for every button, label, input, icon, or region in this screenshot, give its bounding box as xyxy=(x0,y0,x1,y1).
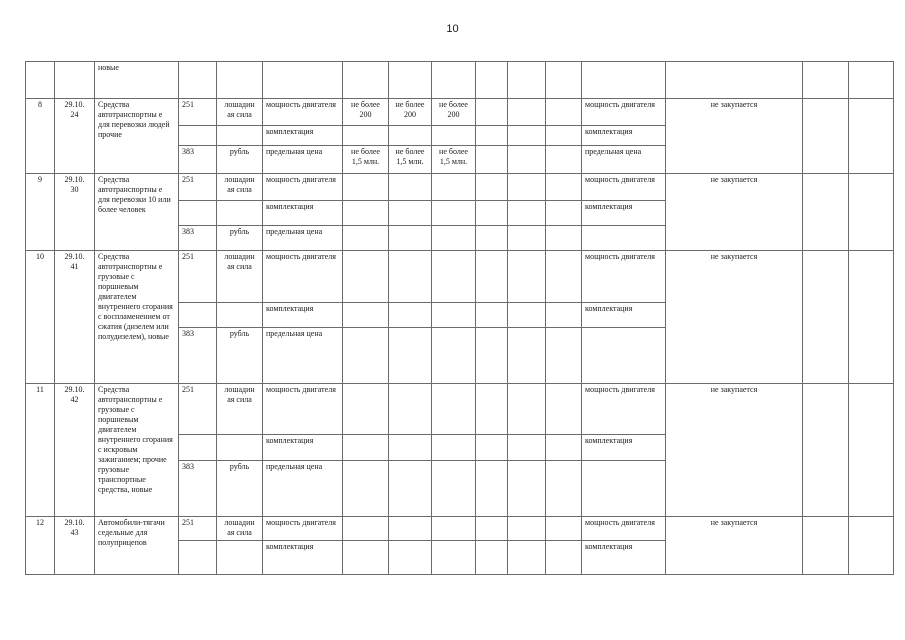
cell-empty xyxy=(508,541,546,575)
cell-unit-code: 383 xyxy=(179,461,217,517)
cell-code: 29.10. 41 xyxy=(55,251,95,384)
cell-empty xyxy=(508,435,546,461)
cell-characteristic-2: комплектация xyxy=(582,303,666,328)
cell-value-3 xyxy=(432,435,476,461)
cell-characteristic: комплектация xyxy=(263,303,343,328)
cell-unit-code: 383 xyxy=(179,226,217,251)
cell-empty xyxy=(476,435,508,461)
cell-code: 29.10. 30 xyxy=(55,174,95,251)
cell-value-2 xyxy=(389,517,432,541)
cell-unit: лошадин ая сила xyxy=(217,517,263,541)
cell-note: не закупается xyxy=(666,517,803,575)
cell-empty xyxy=(508,461,546,517)
cell-value-1 xyxy=(343,541,389,575)
cell-value-1 xyxy=(343,435,389,461)
cell-unit: лошадин ая сила xyxy=(217,174,263,201)
cell-empty xyxy=(476,251,508,303)
cell-characteristic-2: комплектация xyxy=(582,541,666,575)
cell-empty xyxy=(476,201,508,226)
cell-empty xyxy=(476,226,508,251)
cell-unit: лошадин ая сила xyxy=(217,251,263,303)
cell-value-3 xyxy=(432,126,476,146)
cell-value-3 xyxy=(432,201,476,226)
cell-unit-code: 251 xyxy=(179,517,217,541)
cell-empty xyxy=(508,251,546,303)
cell-empty xyxy=(508,62,546,99)
cell-unit: рубль xyxy=(217,461,263,517)
cell-name: Автомобили-тягачи седельные для полуприцепов xyxy=(95,517,179,575)
table-row xyxy=(26,517,894,541)
cell-empty xyxy=(803,99,849,174)
table-row xyxy=(26,174,894,201)
cell-value-3 xyxy=(432,251,476,303)
cell-unit: рубль xyxy=(217,328,263,384)
procurement-table xyxy=(25,61,894,575)
cell-empty xyxy=(476,174,508,201)
cell-empty xyxy=(546,99,582,126)
cell-empty xyxy=(476,541,508,575)
cell-value-3 xyxy=(432,303,476,328)
cell-characteristic-2: мощность двигателя xyxy=(582,251,666,303)
cell-characteristic: предельная цена xyxy=(263,461,343,517)
table-body xyxy=(26,62,894,575)
cell-value-2: не более 200 xyxy=(389,99,432,126)
cell-unit: лошадин ая сила xyxy=(217,384,263,435)
cell-empty xyxy=(476,146,508,174)
cell-value-2 xyxy=(389,226,432,251)
cell-value-1: не более 1,5 млн. xyxy=(343,146,389,174)
cell-value-1 xyxy=(343,126,389,146)
cell-num: 9 xyxy=(26,174,55,251)
cell-value-3 xyxy=(432,384,476,435)
cell-characteristic: комплектация xyxy=(263,201,343,226)
cell-num: 8 xyxy=(26,99,55,174)
cell-value-2 xyxy=(389,126,432,146)
page-number: 10 xyxy=(446,23,459,35)
cell-value-2: не более 1,5 млн. xyxy=(389,146,432,174)
cell-value-3 xyxy=(432,328,476,384)
cell-empty xyxy=(546,435,582,461)
cell-characteristic: мощность двигателя xyxy=(263,174,343,201)
cell-value-1 xyxy=(343,226,389,251)
cell-empty xyxy=(476,384,508,435)
cell-empty xyxy=(849,174,894,251)
cell-empty xyxy=(217,62,263,99)
cell-empty xyxy=(546,174,582,201)
cell-unit-code: 251 xyxy=(179,174,217,201)
cell-name: новые xyxy=(95,62,179,99)
cell-unit-code xyxy=(179,126,217,146)
cell-characteristic-2: комплектация xyxy=(582,201,666,226)
cell-empty xyxy=(263,62,343,99)
cell-characteristic-2: комплектация xyxy=(582,435,666,461)
cell-characteristic: предельная цена xyxy=(263,146,343,174)
cell-unit-code: 383 xyxy=(179,328,217,384)
cell-empty xyxy=(508,303,546,328)
cell-characteristic-2: мощность двигателя xyxy=(582,517,666,541)
cell-characteristic: мощность двигателя xyxy=(263,384,343,435)
cell-empty xyxy=(546,541,582,575)
cell-empty xyxy=(476,517,508,541)
cell-unit: рубль xyxy=(217,226,263,251)
cell-empty xyxy=(432,62,476,99)
cell-num: 10 xyxy=(26,251,55,384)
cell-empty xyxy=(849,251,894,384)
cell-num: 11 xyxy=(26,384,55,517)
cell-value-3 xyxy=(432,517,476,541)
cell-value-1 xyxy=(343,461,389,517)
cell-code: 29.10. 42 xyxy=(55,384,95,517)
cell-value-2 xyxy=(389,328,432,384)
cell-empty xyxy=(343,62,389,99)
cell-code xyxy=(55,62,95,99)
cell-unit-code xyxy=(179,201,217,226)
cell-empty xyxy=(803,174,849,251)
cell-empty xyxy=(508,146,546,174)
cell-characteristic: мощность двигателя xyxy=(263,251,343,303)
cell-empty xyxy=(546,328,582,384)
cell-empty xyxy=(546,303,582,328)
cell-empty xyxy=(546,517,582,541)
cell-value-2 xyxy=(389,303,432,328)
cell-unit-code: 383 xyxy=(179,146,217,174)
cell-empty xyxy=(546,251,582,303)
cell-note: не закупается xyxy=(666,174,803,251)
table-row xyxy=(26,251,894,303)
cell-value-3: не более 1,5 млн. xyxy=(432,146,476,174)
cell-name: Средства автотранспортны е для перевозки людей прочие xyxy=(95,99,179,174)
cell-characteristic-2: предельная цена xyxy=(582,146,666,174)
cell-empty xyxy=(508,174,546,201)
cell-empty xyxy=(508,517,546,541)
cell-empty xyxy=(546,461,582,517)
cell-unit xyxy=(217,201,263,226)
cell-empty xyxy=(546,201,582,226)
cell-note: не закупается xyxy=(666,251,803,384)
cell-name: Средства автотранспортны е грузовые с поршневым двигателем внутреннего сгорания с воспламенением от сжатия (дизелем или полудизелем), новые xyxy=(95,251,179,384)
cell-empty xyxy=(546,384,582,435)
cell-empty xyxy=(546,126,582,146)
cell-empty xyxy=(508,201,546,226)
cell-empty xyxy=(546,226,582,251)
cell-characteristic: мощность двигателя xyxy=(263,99,343,126)
cell-note: не закупается xyxy=(666,384,803,517)
cell-characteristic-2: мощность двигателя xyxy=(582,174,666,201)
cell-value-2 xyxy=(389,541,432,575)
table-row xyxy=(26,62,894,99)
cell-characteristic-2 xyxy=(582,328,666,384)
cell-unit: рубль xyxy=(217,146,263,174)
cell-unit xyxy=(217,303,263,328)
cell-value-3: не более 200 xyxy=(432,99,476,126)
cell-empty xyxy=(803,384,849,517)
cell-characteristic-2: мощность двигателя xyxy=(582,384,666,435)
cell-value-1 xyxy=(343,174,389,201)
cell-characteristic: мощность двигателя xyxy=(263,517,343,541)
cell-empty xyxy=(476,303,508,328)
cell-characteristic-2: мощность двигателя xyxy=(582,99,666,126)
cell-empty xyxy=(849,62,894,99)
cell-characteristic-2: комплектация xyxy=(582,126,666,146)
cell-unit-code: 251 xyxy=(179,384,217,435)
cell-empty xyxy=(508,126,546,146)
cell-value-3 xyxy=(432,461,476,517)
cell-value-2 xyxy=(389,251,432,303)
cell-empty xyxy=(803,62,849,99)
cell-empty xyxy=(476,126,508,146)
table-row xyxy=(26,384,894,435)
cell-value-2 xyxy=(389,461,432,517)
cell-empty xyxy=(546,62,582,99)
cell-value-2 xyxy=(389,174,432,201)
cell-value-3 xyxy=(432,541,476,575)
cell-code: 29.10. 24 xyxy=(55,99,95,174)
cell-empty xyxy=(476,461,508,517)
cell-characteristic-2 xyxy=(582,226,666,251)
cell-code: 29.10. 43 xyxy=(55,517,95,575)
cell-unit-code xyxy=(179,435,217,461)
cell-unit: лошадин ая сила xyxy=(217,99,263,126)
cell-unit xyxy=(217,435,263,461)
cell-unit-code: 251 xyxy=(179,99,217,126)
cell-unit xyxy=(217,541,263,575)
cell-empty xyxy=(476,328,508,384)
cell-empty xyxy=(803,517,849,575)
cell-empty xyxy=(803,251,849,384)
cell-characteristic: комплектация xyxy=(263,435,343,461)
cell-empty xyxy=(546,146,582,174)
cell-characteristic-2 xyxy=(582,461,666,517)
cell-value-1 xyxy=(343,384,389,435)
cell-empty xyxy=(508,226,546,251)
cell-value-1 xyxy=(343,303,389,328)
cell-characteristic: комплектация xyxy=(263,126,343,146)
cell-unit-code: 251 xyxy=(179,251,217,303)
cell-value-2 xyxy=(389,201,432,226)
cell-unit-code xyxy=(179,541,217,575)
cell-num xyxy=(26,62,55,99)
cell-empty xyxy=(666,62,803,99)
cell-empty xyxy=(508,384,546,435)
cell-value-1 xyxy=(343,251,389,303)
cell-empty xyxy=(849,384,894,517)
cell-name: Средства автотранспортны е для перевозки 10 или более человек xyxy=(95,174,179,251)
cell-empty xyxy=(582,62,666,99)
cell-characteristic: комплектация xyxy=(263,541,343,575)
cell-empty xyxy=(849,517,894,575)
cell-value-3 xyxy=(432,226,476,251)
cell-value-2 xyxy=(389,435,432,461)
table-row xyxy=(26,99,894,126)
cell-value-1 xyxy=(343,201,389,226)
cell-value-1 xyxy=(343,328,389,384)
cell-num: 12 xyxy=(26,517,55,575)
cell-empty xyxy=(508,328,546,384)
cell-empty xyxy=(179,62,217,99)
cell-unit xyxy=(217,126,263,146)
cell-characteristic: предельная цена xyxy=(263,328,343,384)
cell-empty xyxy=(849,99,894,174)
cell-value-1: не более 200 xyxy=(343,99,389,126)
cell-value-2 xyxy=(389,384,432,435)
cell-empty xyxy=(508,99,546,126)
cell-empty xyxy=(389,62,432,99)
cell-name: Средства автотранспортны е грузовые с поршневым двигателем внутреннего сгорания с искровым зажиганием; прочие грузовые транспортные средства, новые xyxy=(95,384,179,517)
cell-note: не закупается xyxy=(666,99,803,174)
cell-empty xyxy=(476,62,508,99)
cell-characteristic: предельная цена xyxy=(263,226,343,251)
cell-value-1 xyxy=(343,517,389,541)
cell-unit-code xyxy=(179,303,217,328)
cell-empty xyxy=(476,99,508,126)
cell-value-3 xyxy=(432,174,476,201)
